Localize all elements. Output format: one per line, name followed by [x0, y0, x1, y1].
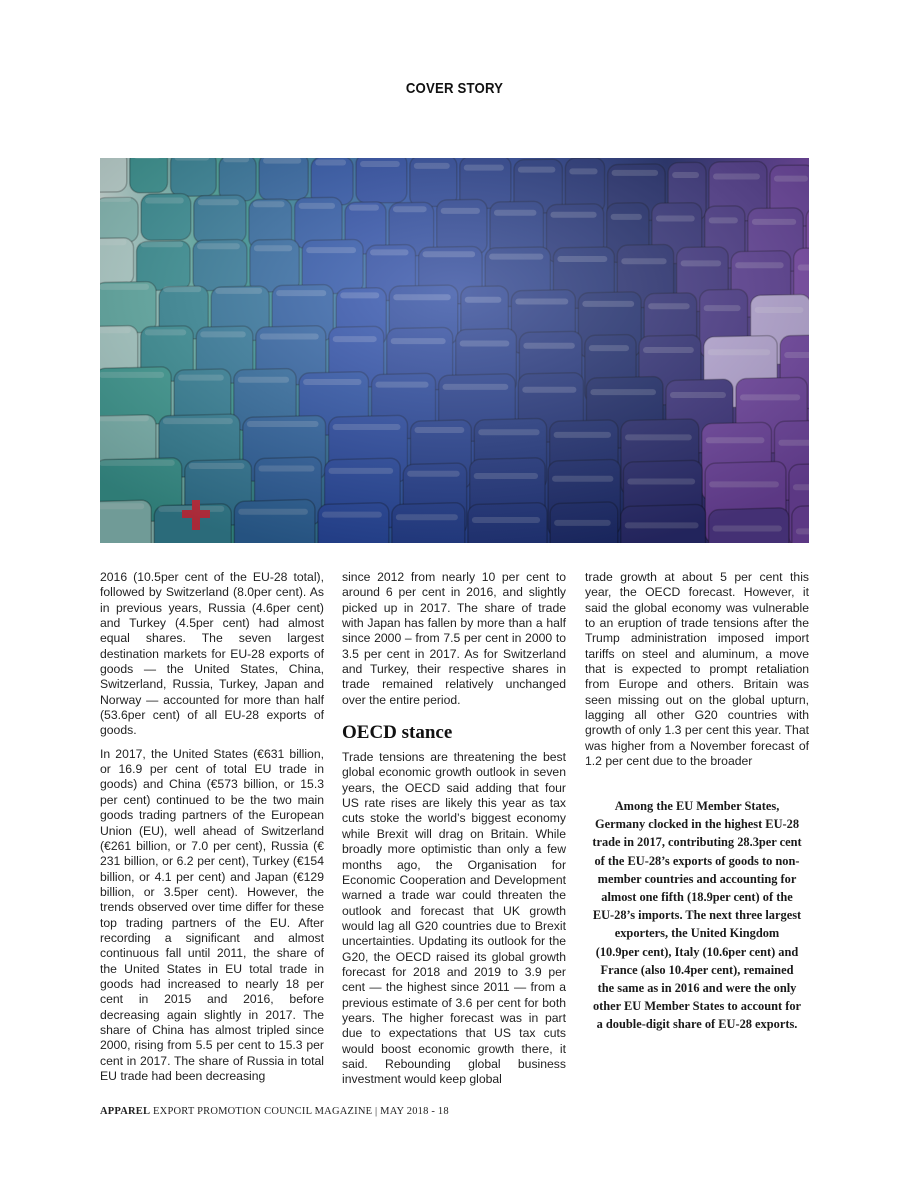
article-column-1 — [100, 570, 324, 1092]
page-footer — [100, 1106, 449, 1117]
footer-text: EXPORT PROMOTION COUNCIL MAGAZINE | MAY 2018 - 18 — [150, 1106, 449, 1117]
footer-brand: APPAREL — [100, 1106, 151, 1117]
pull-quote: Among the EU Member States, Germany clocked in the highest EU-28 trade in 2017, contributing 28.3per cent of the EU-28’s exports of goods to non-member countries and accounting for almost one fifth (18.9per cent) of the EU-28’s imports. The next three largest exporters, the United Kingdom (10.9per cent), Italy (10.6per cent) and France (also 10.4per cent), remained the same as in 2016 and were the only other EU Member States to account for a double-digit share of EU-28 exports. — [592, 799, 802, 1032]
article-column-2 — [342, 570, 566, 1096]
cover-photo-fabric-stacks — [100, 158, 809, 543]
subheading-oecd-stance: OECD stance — [342, 722, 453, 744]
article-column-3 — [585, 570, 809, 777]
section-label: COVER STORY — [405, 80, 504, 97]
paragraph: since 2012 from nearly 10 per cent to around 6 per cent in 2016, and slightly picked up in 2017. The share of trade with Japan has fallen by more than a half since 2000 – from 7.5 per cent in 2000 to 3.5 per cent in 2017. As for Switzerland and Turkey, their respective shares in trade remained relatively unchanged over the entire period. — [342, 570, 566, 707]
fabric-illustration — [100, 158, 809, 543]
paragraph: trade growth at about 5 per cent this year, the OECD forecast. However, it said the global economy was vulnerable to an eruption of trade tensions after the Trump administration imposed import tariffs on steel and aluminum, a move that is expected to prompt retaliation from Europe and others. Britain was seen missing out on the global upturn, lagging all other G20 countries with growth of only 1.3 per cent this year. That was higher from a November forecast of 1.2 per cent due to the broader — [585, 570, 809, 769]
paragraph: Trade tensions are threatening the best global economic growth outlook in seven years, the OECD said adding that four US rate rises are likely this year as tax cuts stoke the world’s biggest economy while Brexit will drag on Britain. While broadly more optimistic than only a few months ago, the Organisation for Economic Cooperation and Development warned a trade war could threaten the outlook and forecast that UK growth would lag all G20 countries due to Brexit uncertainties. Updating its outlook for the G20, the OECD raised its global growth forecast for 2018 and 2019 to 3.9 per cent — the highest since 2011 — from a previous estimate of 3.6 per cent for both years. The higher forecast was in part due to expectations that US tax cuts would boost economic growth there, it said. Rebounding global business investment would keep global — [342, 750, 566, 1087]
paragraph: 2016 (10.5per cent of the EU-28 total), followed by Switzerland (8.0per cent). As in previous years, Russia (4.6per cent) and Turkey (4.5per cent) had almost equal shares. The seven largest destination markets for EU-28 exports of goods — the United States, China, Switzerland, Russia, Turkey, Japan and Norway — accounted for more than half (53.6per cent) of all EU-28 exports of goods. — [100, 570, 324, 738]
photo-sheen — [100, 158, 809, 543]
paragraph: In 2017, the United States (€631 billion, or 16.9 per cent of total EU trade in goods) and China (€573 billion, or 15.3 per cent) continued to be the two main goods trading partners of the European Union (EU), well ahead of Switzerland (€261 billion, or 7.0 per cent), Russia (€ 231 billion, or 6.2 per cent), Turkey (€154 billion, or 4.1 per cent) and Japan (€129 billion, or 3.5per cent). However, the trends observed over time differ for these top trading partners of the EU. After recording a significant and almost continuous fall until 2011, the share of the United States in EU total trade in goods had increased to nearly 18 per cent in 2015 and 2016, before decreasing again slightly in 2017. The share of China has almost tripled since 2000, rising from 5.5 per cent to 15.3 per cent in 2017. The share of Russia in total EU trade had been decreasing — [100, 746, 324, 1083]
